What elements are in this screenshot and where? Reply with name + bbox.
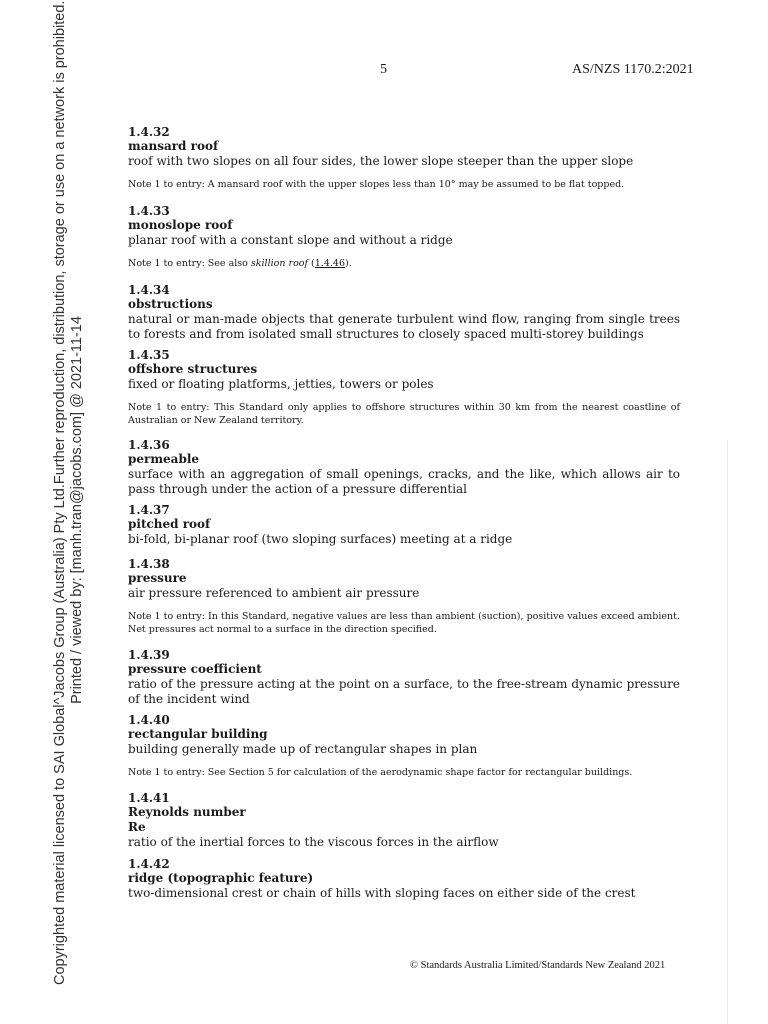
page-number: 5 [380, 62, 387, 77]
watermark-line-2: Printed / viewed by: [manh.tran@jacobs.com] @ 2021-11-14 [69, 316, 85, 704]
clause-number: 1.4.32 [128, 125, 170, 139]
term: obstructions [128, 297, 213, 311]
clause-number: 1.4.35 [128, 348, 170, 362]
copyright-watermark [52, 0, 86, 985]
definition-entry-1-4-42 [128, 857, 680, 901]
term: offshore structures [128, 362, 258, 376]
term: mansard roof [128, 139, 219, 153]
definition: two-dimensional crest or chain of hills with sloping faces on either side of the crest [128, 886, 636, 900]
term: permeable [128, 452, 200, 466]
copyright-footer: © Standards Australia Limited/Standards New Zealand 2021 [410, 960, 666, 971]
clause-number: 1.4.36 [128, 438, 170, 452]
standard-identifier: AS/NZS 1170.2:2021 [572, 62, 694, 77]
clause-number: 1.4.38 [128, 557, 170, 571]
note-to-entry: Note 1 to entry: See also skillion roof (1.4.46). [128, 258, 352, 269]
symbol: Re [128, 820, 146, 834]
definition: planar roof with a constant slope and without a ridge [128, 233, 453, 247]
term: pitched roof [128, 517, 211, 531]
definition: building generally made up of rectangular shapes in plan [128, 742, 478, 756]
definition-entry-1-4-39 [128, 648, 680, 707]
definition: ratio of the pressure acting at the point on a surface, to the free-stream dynamic pressure of the incident wind [128, 677, 680, 706]
term: Reynolds number [128, 805, 246, 819]
definition: ratio of the inertial forces to the viscous forces in the airflow [128, 835, 499, 849]
clause-number: 1.4.37 [128, 503, 170, 517]
note-to-entry: Note 1 to entry: In this Standard, negative values are less than ambient (suction), positive values exceed ambient. Net pressures act normal to a surface in the direction specified. [128, 611, 680, 635]
definition: fixed or floating platforms, jetties, towers or poles [128, 377, 434, 391]
term: monoslope roof [128, 218, 233, 232]
definition-entry-1-4-32 [128, 125, 680, 191]
definition: air pressure referenced to ambient air pressure [128, 586, 420, 600]
clause-number: 1.4.42 [128, 857, 170, 871]
clause-number: 1.4.40 [128, 713, 170, 727]
clause-number: 1.4.41 [128, 791, 170, 805]
definition-entry-1-4-35 [128, 348, 680, 427]
note-to-entry: Note 1 to entry: A mansard roof with the upper slopes less than 10° may be assumed to be flat topped. [128, 179, 625, 190]
term: ridge (topographic feature) [128, 871, 314, 885]
definition: natural or man-made objects that generate turbulent wind flow, ranging from single trees to forests and from isolated small structures to closely spaced multi-storey buildings [128, 312, 680, 341]
note-italic-term: skillion roof [250, 258, 309, 269]
definition-entry-1-4-40 [128, 713, 680, 779]
note-to-entry: Note 1 to entry: See Section 5 for calculation of the aerodynamic shape factor for rectangular buildings. [128, 767, 633, 778]
cross-reference-link[interactable]: 1.4.46 [314, 258, 345, 269]
definition-entry-1-4-33 [128, 204, 680, 270]
definition-entry-1-4-38 [128, 557, 680, 636]
definition-entry-1-4-34 [128, 283, 680, 342]
definition: surface with an aggregation of small openings, cracks, and the like, which allows air to pass through under the action of a pressure differential [128, 467, 680, 496]
note-to-entry: Note 1 to entry: This Standard only applies to offshore structures within 30 km from the nearest coastline of Australian or New Zealand territory. [128, 402, 680, 426]
term: pressure [128, 571, 187, 585]
term: pressure coefficient [128, 662, 262, 676]
definition: roof with two slopes on all four sides, the lower slope steeper than the upper slope [128, 154, 634, 168]
definition: bi-fold, bi-planar roof (two sloping surfaces) meeting at a ridge [128, 532, 513, 546]
definition-entry-1-4-36 [128, 438, 680, 497]
clause-number: 1.4.34 [128, 283, 170, 297]
clause-number: 1.4.39 [128, 648, 170, 662]
clause-number: 1.4.33 [128, 204, 170, 218]
note-suffix: ). [344, 258, 352, 269]
watermark-line-1: Copyrighted material licensed to SAI Global^Jacobs Group (Australia) Pty Ltd.Further reproduction, distribution, storage or use on a network is prohibited. [52, 0, 68, 985]
note-prefix: Note 1 to entry: See also [128, 258, 251, 269]
term: rectangular building [128, 727, 268, 741]
definition-entry-1-4-41 [128, 791, 680, 850]
definition-entry-1-4-37 [128, 503, 680, 547]
